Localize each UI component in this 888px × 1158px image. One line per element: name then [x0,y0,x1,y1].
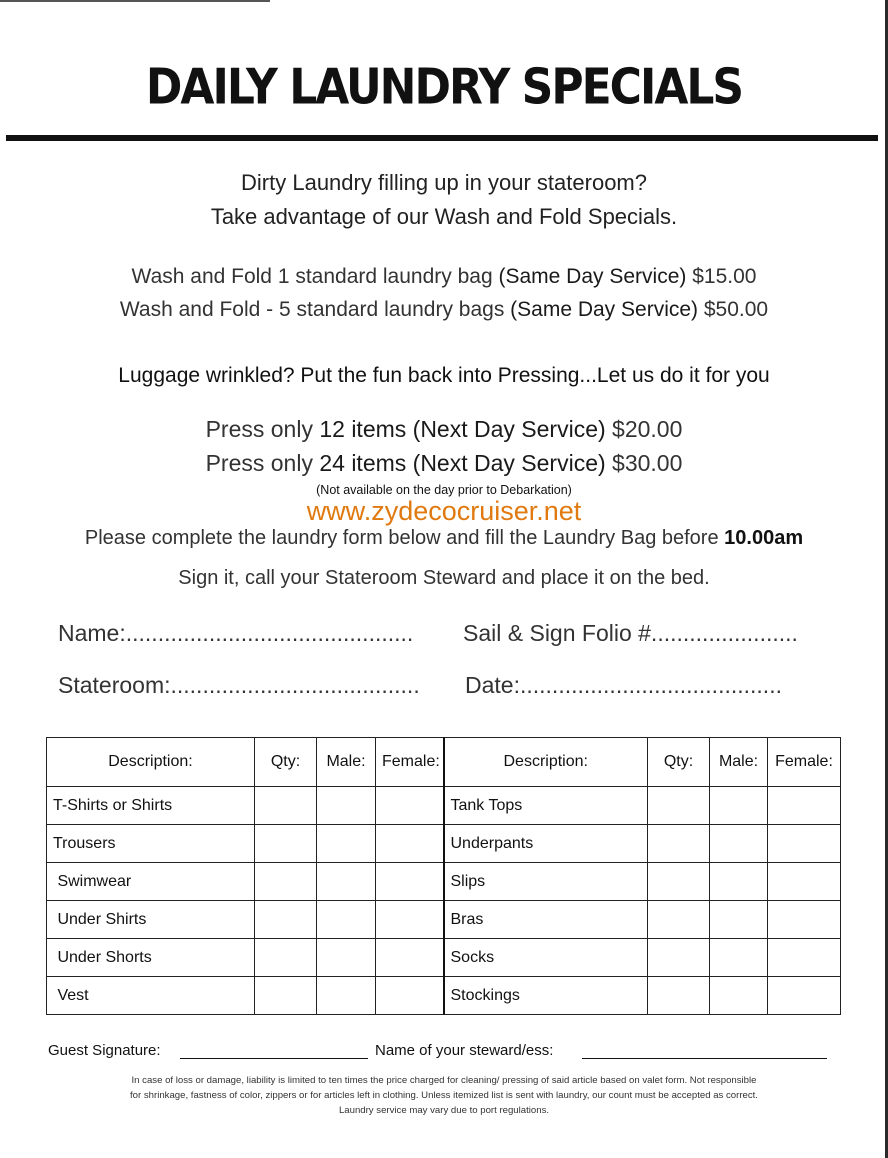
item-description: Under Shorts [47,939,255,977]
female-cell[interactable] [768,939,841,977]
male-cell[interactable] [317,787,376,825]
item-description: T-Shirts or Shirts [47,787,255,825]
table-row [47,863,841,901]
date-field[interactable]: Date:......................................... [465,672,782,698]
item-description: Slips [444,863,648,901]
item-description: Under Shirts [47,901,255,939]
col-header-male: Male: [317,738,376,787]
item-description: Socks [444,939,648,977]
qty-cell[interactable] [648,825,710,863]
table-row [47,787,841,825]
press-offer-desc: Press only [205,416,320,442]
instruction-line-1 [0,527,888,550]
qty-cell[interactable] [255,825,317,863]
item-description: Tank Tops [444,787,648,825]
female-cell[interactable] [376,977,444,1015]
item-description: Vest [47,977,255,1015]
fine-print-line: for shrinkage, fastness of color, zippers or for articles left in clothing. Unless itemized list is sent with laundry, our count must be accepted as correct. [130,1090,758,1101]
col-header-description: Description: [444,738,648,787]
female-cell[interactable] [376,939,444,977]
col-header-description: Description: [47,738,255,787]
press-offer-price: $20.00 [605,416,683,442]
table-row [47,939,841,977]
instruction-text: Please complete the laundry form below and fill the Laundry Bag before [84,527,725,549]
male-cell[interactable] [710,939,768,977]
press-offer-2 [0,450,888,477]
wash-offer-desc: Wash and Fold 1 standard laundry bag [131,265,499,288]
male-cell[interactable] [317,901,376,939]
female-cell[interactable] [768,901,841,939]
female-cell[interactable] [768,825,841,863]
item-description: Stockings [444,977,648,1015]
table-row [47,825,841,863]
item-description: Underpants [444,825,648,863]
qty-cell[interactable] [648,901,710,939]
male-cell[interactable] [710,787,768,825]
guest-signature-label: Guest Signature: [48,1042,161,1059]
folio-field[interactable]: Sail & Sign Folio #....................... [463,620,798,646]
qty-cell[interactable] [648,939,710,977]
female-cell[interactable] [376,787,444,825]
col-header-qty: Qty: [255,738,317,787]
table-header-row [47,738,841,787]
male-cell[interactable] [317,977,376,1015]
title-rule [6,135,878,141]
pressing-headline: Luggage wrinkled? Put the fun back into Pressing...Let us do it for you [118,364,770,387]
wash-offer-2 [0,298,888,322]
fine-print-line: In case of loss or damage, liability is limited to ten times the price charged for cleaning/ pressing of said article based on valet form. Not responsible [131,1075,757,1086]
wash-offer-price: $50.00 [698,298,769,321]
male-cell[interactable] [317,939,376,977]
male-cell[interactable] [317,863,376,901]
col-header-female: Female: [376,738,444,787]
press-note: (Not available on the day prior to Debarkation) [316,483,572,497]
male-cell[interactable] [710,863,768,901]
press-offer-price: $30.00 [605,450,683,476]
qty-cell[interactable] [648,787,710,825]
qty-cell[interactable] [255,863,317,901]
steward-name-label: Name of your steward/ess: [375,1042,554,1059]
female-cell[interactable] [376,863,444,901]
wash-offer-1 [0,265,888,289]
qty-cell[interactable] [255,787,317,825]
laundry-items-table [46,737,841,1015]
scan-top-edge [0,0,270,2]
table-row [47,977,841,1015]
male-cell[interactable] [317,825,376,863]
qty-cell[interactable] [255,901,317,939]
page-title: DAILY LAUNDRY SPECIALS [145,58,743,117]
male-cell[interactable] [710,825,768,863]
wash-offer-price: $15.00 [686,265,757,288]
instruction-line-2: Sign it, call your Stateroom Steward and place it on the bed. [178,567,710,589]
wash-offer-service: (Same Day Service) [498,265,687,288]
qty-cell[interactable] [648,977,710,1015]
press-offer-items: 12 items (Next Day Service) [319,416,606,442]
press-offer-desc: Press only [205,450,320,476]
name-field[interactable]: Name:............................................. [58,620,414,646]
col-header-male: Male: [710,738,768,787]
press-offer-1 [0,416,888,443]
male-cell[interactable] [710,901,768,939]
female-cell[interactable] [768,787,841,825]
item-description: Bras [444,901,648,939]
intro-line-2: Take advantage of our Wash and Fold Specials. [210,204,678,229]
liability-fine-print [30,1073,858,1118]
qty-cell[interactable] [648,863,710,901]
press-offer-items: 24 items (Next Day Service) [319,450,606,476]
item-description: Trousers [47,825,255,863]
item-description: Swimwear [47,863,255,901]
male-cell[interactable] [710,977,768,1015]
fine-print-line: Laundry service may vary due to port regulations. [338,1105,550,1116]
col-header-female: Female: [768,738,841,787]
intro-line-1: Dirty Laundry filling up in your stateroom? [241,170,647,195]
col-header-qty: Qty: [648,738,710,787]
female-cell[interactable] [768,977,841,1015]
female-cell[interactable] [376,901,444,939]
watermark-url: www.zydecocruiser.net [306,496,582,526]
table-row [47,901,841,939]
steward-name-line[interactable] [582,1058,827,1059]
guest-signature-line[interactable] [180,1058,368,1059]
stateroom-field[interactable]: Stateroom:....................................... [58,672,420,698]
instruction-time: 10.00am [724,527,804,549]
female-cell[interactable] [768,863,841,901]
qty-cell[interactable] [255,939,317,977]
wash-offer-desc: Wash and Fold - 5 standard laundry bags [119,298,511,321]
wash-offer-service: (Same Day Service) [510,298,699,321]
qty-cell[interactable] [255,977,317,1015]
female-cell[interactable] [376,825,444,863]
